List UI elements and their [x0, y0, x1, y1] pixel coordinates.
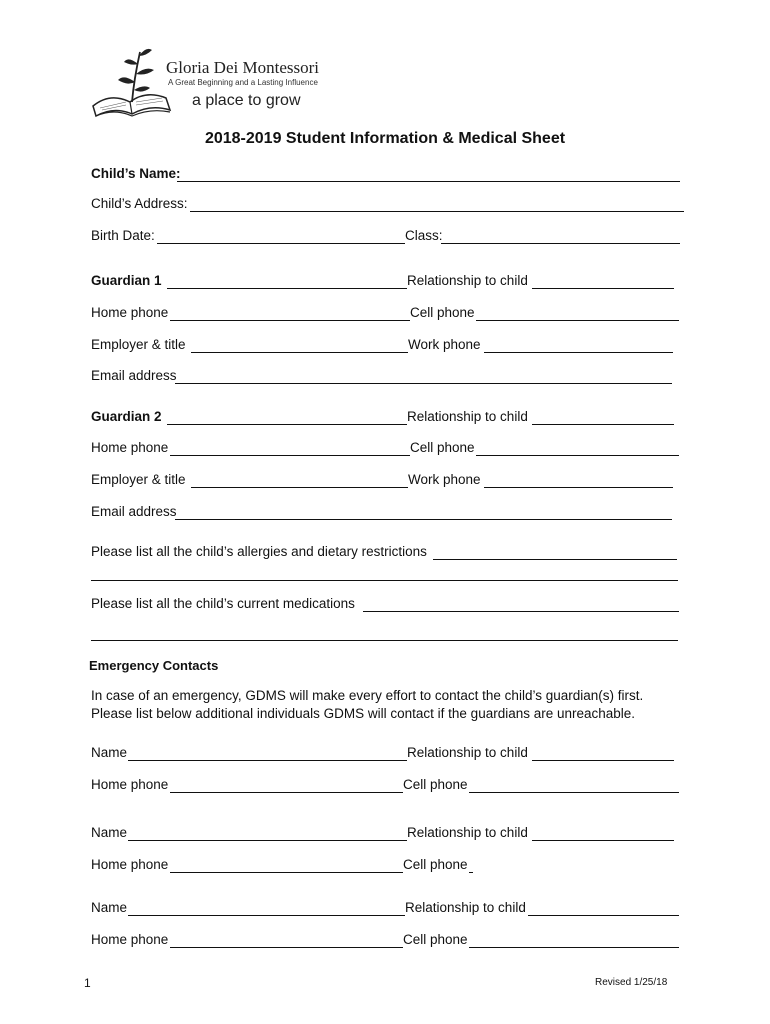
- guardian1-relationship-field[interactable]: [532, 288, 674, 289]
- guardian2-relationship-field[interactable]: [532, 424, 674, 425]
- contact1-name-field[interactable]: [128, 760, 407, 761]
- guardian2-cell-phone-label: Cell phone: [410, 440, 475, 455]
- guardian1-work-phone-field[interactable]: [484, 352, 673, 353]
- birth-date-label: Birth Date:: [91, 228, 155, 243]
- page-number: 1: [84, 976, 91, 990]
- allergies-label: Please list all the child’s allergies and dietary restrictions: [91, 544, 427, 559]
- contact1-relationship-label: Relationship to child: [407, 745, 528, 760]
- guardian1-employer-field[interactable]: [191, 352, 408, 353]
- emergency-instructions-line-2: Please list below additional individuals GDMS will contact if the guardians are unreachable.: [91, 706, 636, 721]
- logo-slogan: a place to grow: [192, 92, 301, 109]
- child-address-label: Child’s Address:: [91, 196, 188, 211]
- guardian2-name-field[interactable]: [167, 424, 407, 425]
- guardian1-employer-label: Employer & title: [91, 337, 186, 352]
- guardian1-heading: Guardian 1: [91, 273, 162, 288]
- contact3-cell-phone-label: Cell phone: [403, 932, 468, 947]
- birth-date-field[interactable]: [157, 243, 405, 244]
- contact2-home-phone-field[interactable]: [170, 872, 403, 873]
- logo-tagline: A Great Beginning and a Lasting Influence: [168, 78, 318, 87]
- child-name-label: Child’s Name:: [91, 166, 181, 181]
- guardian2-email-label: Email address: [91, 504, 177, 519]
- class-label: Class:: [405, 228, 443, 243]
- guardian2-email-field[interactable]: [175, 519, 672, 520]
- guardian2-home-phone-field[interactable]: [170, 455, 410, 456]
- medications-extra-line[interactable]: [91, 640, 678, 641]
- allergies-field[interactable]: [433, 559, 677, 560]
- contact1-relationship-field[interactable]: [532, 760, 674, 761]
- emergency-heading: Emergency Contacts: [89, 658, 219, 673]
- guardian2-heading: Guardian 2: [91, 409, 162, 424]
- contact2-relationship-field[interactable]: [532, 840, 674, 841]
- emergency-instructions: [91, 687, 643, 723]
- guardian2-cell-phone-field[interactable]: [476, 455, 679, 456]
- guardian2-work-phone-field[interactable]: [484, 487, 673, 488]
- guardian2-employer-field[interactable]: [191, 487, 408, 488]
- allergies-extra-line[interactable]: [91, 580, 678, 581]
- page-title: 2018-2019 Student Information & Medical Sheet: [204, 130, 566, 147]
- contact1-name-label: Name: [91, 745, 128, 760]
- child-name-field[interactable]: [177, 181, 680, 182]
- guardian2-relationship-label: Relationship to child: [407, 409, 528, 424]
- contact2-cell-phone-field[interactable]: [469, 872, 473, 873]
- guardian1-name-field[interactable]: [167, 288, 407, 289]
- guardian1-cell-phone-label: Cell phone: [410, 305, 475, 320]
- contact3-name-field[interactable]: [128, 915, 405, 916]
- plant-book-icon: [88, 44, 178, 124]
- revised-date: Revised 1/25/18: [595, 977, 668, 988]
- contact3-home-phone-label: Home phone: [91, 932, 169, 947]
- contact2-cell-phone-label: Cell phone: [403, 857, 468, 872]
- contact2-relationship-label: Relationship to child: [407, 825, 528, 840]
- guardian2-employer-label: Employer & title: [91, 472, 186, 487]
- child-address-field[interactable]: [190, 211, 684, 212]
- guardian1-home-phone-label: Home phone: [91, 305, 169, 320]
- contact1-cell-phone-label: Cell phone: [403, 777, 468, 792]
- contact3-cell-phone-field[interactable]: [469, 947, 679, 948]
- guardian1-relationship-label: Relationship to child: [407, 273, 528, 288]
- class-field[interactable]: [441, 243, 680, 244]
- contact1-cell-phone-field[interactable]: [469, 792, 679, 793]
- school-logo: [88, 44, 328, 124]
- medications-label: Please list all the child’s current medications: [91, 596, 355, 611]
- contact3-home-phone-field[interactable]: [170, 947, 403, 948]
- logo-name: Gloria Dei Montessori: [166, 58, 319, 77]
- contact1-home-phone-label: Home phone: [91, 777, 169, 792]
- guardian1-work-phone-label: Work phone: [408, 337, 481, 352]
- guardian1-email-field[interactable]: [175, 383, 672, 384]
- contact2-name-label: Name: [91, 825, 128, 840]
- guardian1-email-label: Email address: [91, 368, 177, 383]
- contact1-home-phone-field[interactable]: [170, 792, 403, 793]
- guardian2-home-phone-label: Home phone: [91, 440, 169, 455]
- contact3-relationship-field[interactable]: [528, 915, 679, 916]
- emergency-instructions-line-1: In case of an emergency, GDMS will make every effort to contact the child’s guardian(s) first.: [91, 688, 644, 703]
- medications-field[interactable]: [363, 611, 679, 612]
- contact3-name-label: Name: [91, 900, 128, 915]
- guardian1-cell-phone-field[interactable]: [476, 320, 679, 321]
- contact2-home-phone-label: Home phone: [91, 857, 169, 872]
- guardian2-work-phone-label: Work phone: [408, 472, 481, 487]
- guardian1-home-phone-field[interactable]: [170, 320, 410, 321]
- contact3-relationship-label: Relationship to child: [405, 900, 526, 915]
- contact2-name-field[interactable]: [128, 840, 407, 841]
